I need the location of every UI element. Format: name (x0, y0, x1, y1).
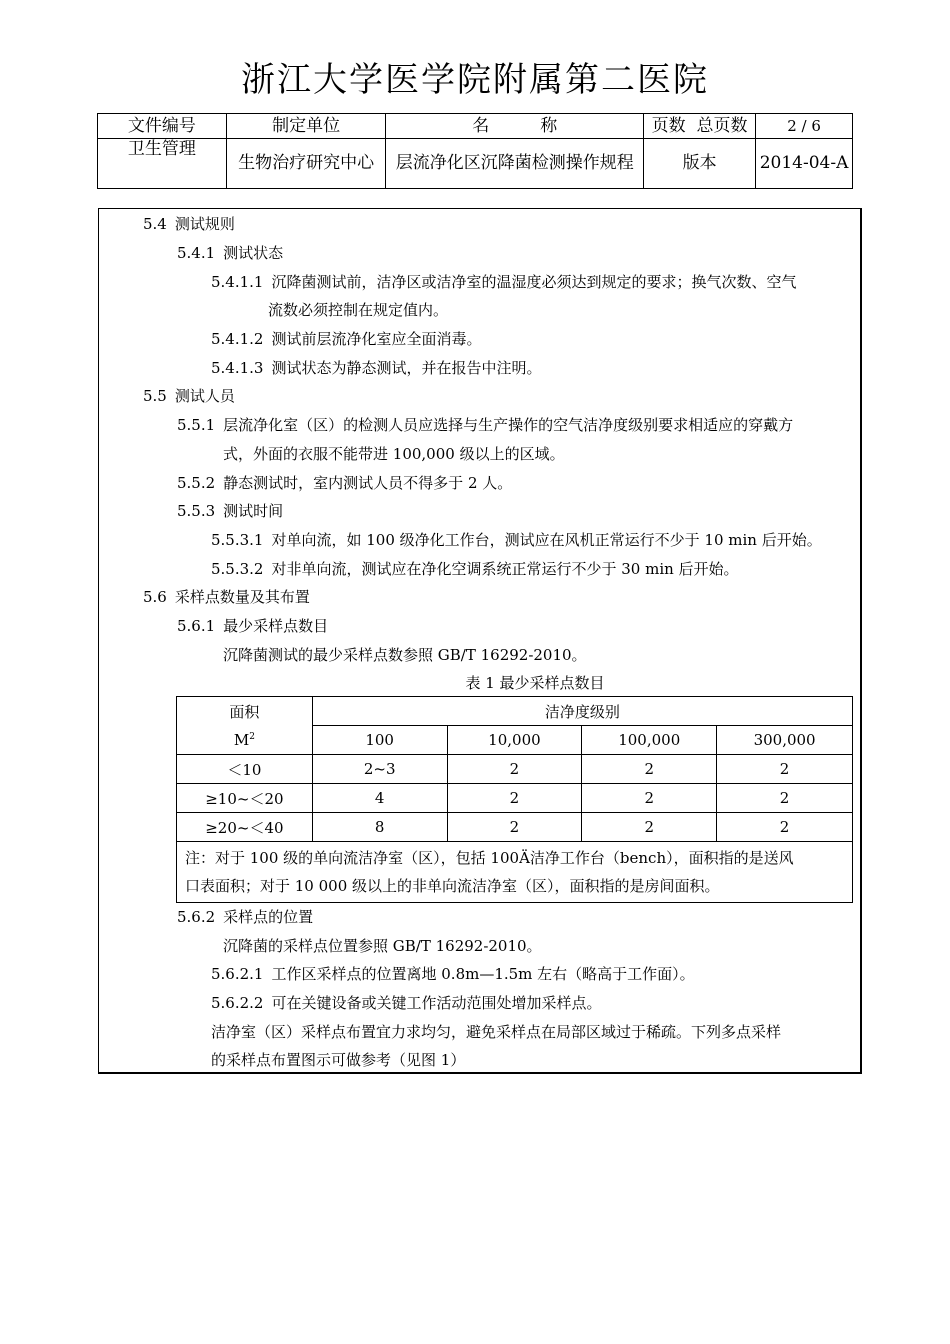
section-5-5-1-cont: 式，外面的衣服不能带进 100,000 级以上的区域。 (223, 445, 565, 463)
section-5-4-1: 5.4.1 测试状态 (177, 244, 284, 262)
closing-paragraph-line: 洁净室（区）采样点布置宜力求均匀，避免采样点在局部区域过于稀疏。下列多点采样 (211, 1023, 782, 1041)
area-header: 面积 (177, 697, 313, 726)
value-cell: 2 (717, 755, 853, 784)
table-row (177, 755, 853, 784)
table-row (177, 784, 853, 813)
value-cell: 2 (717, 813, 853, 842)
value-cell: 2 (447, 813, 582, 842)
section-5-6-2-2: 5.6.2.2 可在关键设备或关键工作活动范围处增加采样点。 (211, 994, 602, 1012)
section-5-5-2: 5.5.2 静态测试时，室内测试人员不得多于 2 人。 (177, 474, 513, 492)
unit-label: 制定单位 (226, 114, 386, 139)
section-5-4-1-3: 5.4.1.3 测试状态为静态测试，并在报告中注明。 (211, 359, 542, 377)
value-cell: 2 (582, 784, 717, 813)
value-cell: 2 (582, 755, 717, 784)
doc-no-value: 卫生管理 (98, 139, 227, 189)
section-5-6-2: 5.6.2 采样点的位置 (177, 908, 314, 926)
area-cell: ≥20~＜40 (177, 813, 313, 842)
section-5-5-3-2: 5.5.3.2 对非单向流，测试应在净化空调系统正常运行不少于 30 min 后开始。 (211, 560, 739, 578)
table-row (177, 813, 853, 842)
section-5-6: 5.6 采样点数量及其布置 (143, 588, 310, 606)
table-note (177, 842, 853, 903)
value-cell: 2 (717, 784, 853, 813)
section-5-4-1-2: 5.4.1.2 测试前层流净化室应全面消毒。 (211, 330, 482, 348)
closing-paragraph-line: 的采样点布置图示可做参考（见图 1） (211, 1051, 466, 1069)
value-cell: 2~3 (312, 755, 447, 784)
value-cell: 2 (582, 813, 717, 842)
section-5-5-3: 5.5.3 测试时间 (177, 502, 284, 520)
section-5-5: 5.5 测试人员 (143, 387, 235, 405)
section-5-6-2-1: 5.6.2.1 工作区采样点的位置离地 0.8m—1.5m 左右（略高于工作面）。 (211, 965, 695, 983)
document-header-table (97, 113, 853, 189)
value-cell: 2 (447, 755, 582, 784)
table-caption: 表 1 最少采样点数目 (465, 674, 605, 692)
value-cell: 2 (447, 784, 582, 813)
min-sampling-points-table (176, 696, 853, 903)
section-5-4: 5.4 测试规则 (143, 215, 235, 233)
name-label: 名 称 (386, 114, 644, 139)
pages-label: 页数 总页数 (644, 114, 756, 139)
unit-value: 生物治疗研究中心 (226, 139, 386, 189)
version-value: 2014-04-A (756, 139, 853, 189)
name-value: 层流净化区沉降菌检测操作规程 (386, 139, 644, 189)
table-note-line: 注：对于 100 级的单向流洁净室（区），包括 100Ä洁净工作台（bench），面积指的是送风 (185, 849, 794, 867)
section-5-5-3-1: 5.5.3.1 对单向流，如 100 级净化工作台，测试应在风机正常运行不少于 10 min 后开始。 (211, 531, 822, 549)
hospital-title: 浙江大学医学院附属第二医院 (241, 60, 709, 100)
class-col: 100,000 (582, 726, 717, 755)
page-value: 2 / 6 (756, 114, 853, 139)
unit-header: $M^2$ (177, 726, 313, 755)
doc-no-label: 文件编号 (98, 114, 227, 139)
class-header: 洁净度级别 (312, 697, 852, 726)
class-col: 100 (312, 726, 447, 755)
version-label: 版本 (644, 139, 756, 189)
paragraph-5-6-1: 沉降菌测试的最少采样点数参照 GB/T 16292-2010。 (223, 646, 587, 664)
section-5-4-1-1: 5.4.1.1 沉降菌测试前，洁净区或洁净室的温湿度必须达到规定的要求；换气次数、空气 (211, 273, 797, 291)
class-col: 300,000 (717, 726, 853, 755)
area-cell: ≥10~＜20 (177, 784, 313, 813)
area-cell: ＜10 (177, 755, 313, 784)
value-cell: 8 (312, 813, 447, 842)
table-note-line: 口表面积；对于 10 000 级以上的非单向流洁净室（区），面积指的是房间面积。 (185, 877, 720, 895)
section-5-4-1-1-cont: 流数必须控制在规定值内。 (268, 301, 449, 319)
paragraph-5-6-2: 沉降菌的采样点位置参照 GB/T 16292-2010。 (223, 937, 542, 955)
section-5-5-1: 5.5.1 层流净化室（区）的检测人员应选择与生产操作的空气洁净度级别要求相适应的穿戴方 (177, 416, 794, 434)
class-col: 10,000 (447, 726, 582, 755)
section-5-6-1: 5.6.1 最少采样点数目 (177, 617, 329, 635)
value-cell: 4 (312, 784, 447, 813)
